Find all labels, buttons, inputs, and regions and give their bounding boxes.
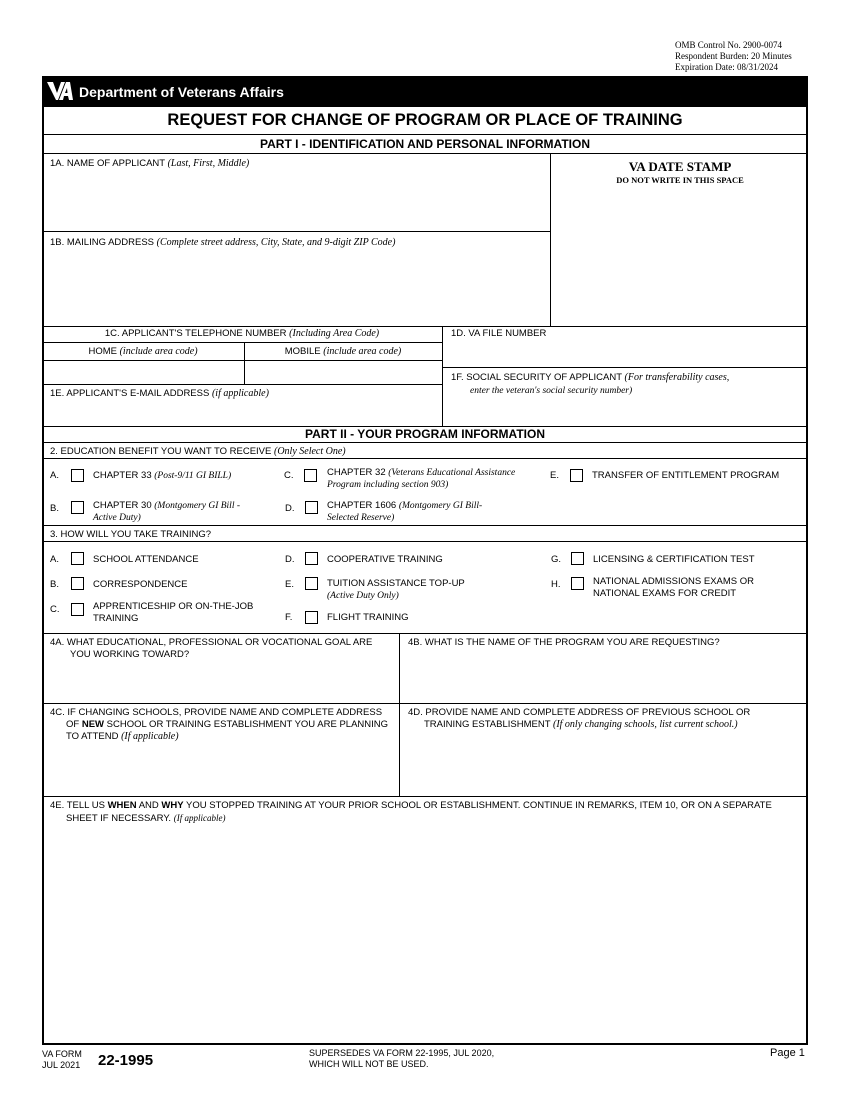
divider [42,541,808,542]
option-letter: E. [285,579,294,590]
question-4c-label: 4C. IF CHANGING SCHOOLS, PROVIDE NAME AND COMPLETE ADDRESS OF NEW SCHOOL OR TRAINING ESTABLISHMENT YOU ARE PLANNING TO ATTEND (If applicable) [50,707,389,742]
divider [42,442,808,443]
divider [399,633,400,796]
option-letter: B. [50,579,59,590]
school-attendance-checkbox[interactable] [71,552,84,565]
previous-school-input[interactable] [401,733,806,795]
ssn-input[interactable] [444,399,806,425]
option-letter: D. [285,503,295,514]
header-bar [42,76,808,107]
mobile-phone-label: MOBILE (include area code) [284,346,402,357]
option-letter: C. [50,604,60,615]
option-letter: C. [284,470,294,481]
divider [42,326,808,327]
omb-control: OMB Control No. 2900-0074 [675,40,783,50]
divider [42,703,808,704]
va-date-stamp-subtitle: DO NOT WRITE IN THIS SPACE [616,175,744,185]
divider [442,367,808,368]
name-of-applicant-input[interactable] [44,170,549,230]
stopped-training-input[interactable] [44,828,806,1042]
option-letter: A. [50,470,59,481]
tuition-assistance-label: TUITION ASSISTANCE TOP-UP (Active Duty Only) [327,578,465,601]
chapter-33-checkbox[interactable] [71,469,84,482]
email-input[interactable] [44,401,441,425]
cooperative-training-label: COOPERATIVE TRAINING [327,554,443,565]
program-name-input[interactable] [401,652,806,702]
home-phone-label: HOME (include area code) [88,346,198,357]
divider [42,384,442,385]
tuition-assistance-checkbox[interactable] [305,577,318,590]
divider [442,326,443,426]
apprenticeship-label: APPRENTICESHIP OR ON-THE-JOB TRAINING [93,601,254,624]
divider [42,134,808,135]
option-letter: F. [285,612,293,623]
option-letter: G. [551,554,562,565]
omb-info [675,40,792,73]
divider [550,153,551,326]
chapter-32-checkbox[interactable] [304,469,317,482]
chapter-1606-checkbox[interactable] [305,501,318,514]
footer-supersedes: SUPERSEDES VA FORM 22-1995, JUL 2020, WHICH WILL NOT BE USED. [309,1048,495,1069]
footer-form-label: VA FORM JUL 2021 [42,1049,82,1070]
divider [42,231,550,232]
field-1a-label: 1A. NAME OF APPLICANT (Last, First, Middle) [50,158,250,169]
divider [42,525,808,526]
chapter-33-label: CHAPTER 33 (Post-9/11 GI BILL) [93,470,232,481]
footer-page-number: Page 1 [770,1047,805,1059]
transfer-of-entitlement-checkbox[interactable] [570,469,583,482]
field-1c-label: 1C. APPLICANT'S TELEPHONE NUMBER (Including Area Code) [104,328,380,339]
apprenticeship-checkbox[interactable] [71,603,84,616]
field-1d-label: 1D. VA FILE NUMBER [451,328,547,339]
divider [42,342,442,343]
mailing-address-input[interactable] [44,250,549,324]
va-date-stamp-title: VA DATE STAMP [628,159,732,174]
question-4e-label: 4E. TELL US WHEN AND WHY YOU STOPPED TRAINING AT YOUR PRIOR SCHOOL OR ESTABLISHMENT. CONTINUE IN REMARKS, ITEM 10, OR ON A SEPARATE SHEET IF NECESSARY. (If applicable) [50,800,772,824]
correspondence-label: CORRESPONDENCE [93,579,188,590]
option-letter: H. [551,579,561,590]
transfer-of-entitlement-label: TRANSFER OF ENTITLEMENT PROGRAM [592,470,780,481]
divider [42,796,808,797]
divider [42,633,808,634]
field-1e-label: 1E. APPLICANT'S E-MAIL ADDRESS (if applicable) [50,388,269,399]
omb-burden: Respondent Burden: 20 Minutes [675,51,792,61]
home-phone-input[interactable] [44,361,243,383]
field-1f-label: 1F. SOCIAL SECURITY OF APPLICANT (For transferability cases, [451,372,730,383]
part1-heading: PART I - IDENTIFICATION AND PERSONAL INFORMATION [260,137,590,151]
correspondence-checkbox[interactable] [71,577,84,590]
question-4b-label: 4B. WHAT IS THE NAME OF THE PROGRAM YOU ARE REQUESTING? [408,637,720,648]
licensing-certification-checkbox[interactable] [571,552,584,565]
va-file-number-input[interactable] [444,341,806,366]
field-1f-hint: enter the veteran's social security number) [470,386,633,396]
field-1b-label: 1B. MAILING ADDRESS (Complete street address, City, State, and 9-digit ZIP Code) [50,237,396,248]
national-exams-label: NATIONAL ADMISSIONS EXAMS OR NATIONAL EXAMS FOR CREDIT [593,576,755,599]
flight-training-checkbox[interactable] [305,611,318,624]
goal-input[interactable] [44,662,398,702]
option-letter: A. [50,554,59,565]
option-letter: D. [285,554,295,565]
question-2-label: 2. EDUCATION BENEFIT YOU WANT TO RECEIVE (Only Select One) [50,446,346,457]
option-letter: B. [50,503,59,514]
option-letter: E. [550,470,559,481]
department-name: Department of Veterans Affairs [79,84,284,100]
chapter-1606-label: CHAPTER 1606 (Montgomery GI Bill- Selected Reserve) [327,500,483,523]
flight-training-label: FLIGHT TRAINING [327,612,409,623]
school-attendance-label: SCHOOL ATTENDANCE [93,554,199,565]
new-school-input[interactable] [44,745,398,795]
licensing-certification-label: LICENSING & CERTIFICATION TEST [593,554,755,565]
divider [42,458,808,459]
question-4a-label: 4A. WHAT EDUCATIONAL, PROFESSIONAL OR VOCATIONAL GOAL ARE YOU WORKING TOWARD? [50,637,373,660]
part2-heading: PART II - YOUR PROGRAM INFORMATION [305,427,545,441]
va-logo-icon [46,79,74,103]
mobile-phone-input[interactable] [245,361,441,383]
form-title: REQUEST FOR CHANGE OF PROGRAM OR PLACE OF TRAINING [167,111,683,129]
question-4d-label: 4D. PROVIDE NAME AND COMPLETE ADDRESS OF PREVIOUS SCHOOL OR TRAINING ESTABLISHMENT (If only changing schools, list current school.) [408,707,751,730]
national-exams-checkbox[interactable] [571,577,584,590]
divider [42,153,808,154]
question-3-label: 3. HOW WILL YOU TAKE TRAINING? [50,529,212,540]
chapter-30-label: CHAPTER 30 (Montgomery GI Bill - Active Duty) [93,500,240,523]
cooperative-training-checkbox[interactable] [305,552,318,565]
footer-form-number: 22-1995 [98,1052,154,1069]
chapter-32-label: CHAPTER 32 (Veterans Educational Assistance Program including section 903) [327,467,516,490]
omb-expiration: Expiration Date: 08/31/2024 [675,62,778,72]
chapter-30-checkbox[interactable] [71,501,84,514]
